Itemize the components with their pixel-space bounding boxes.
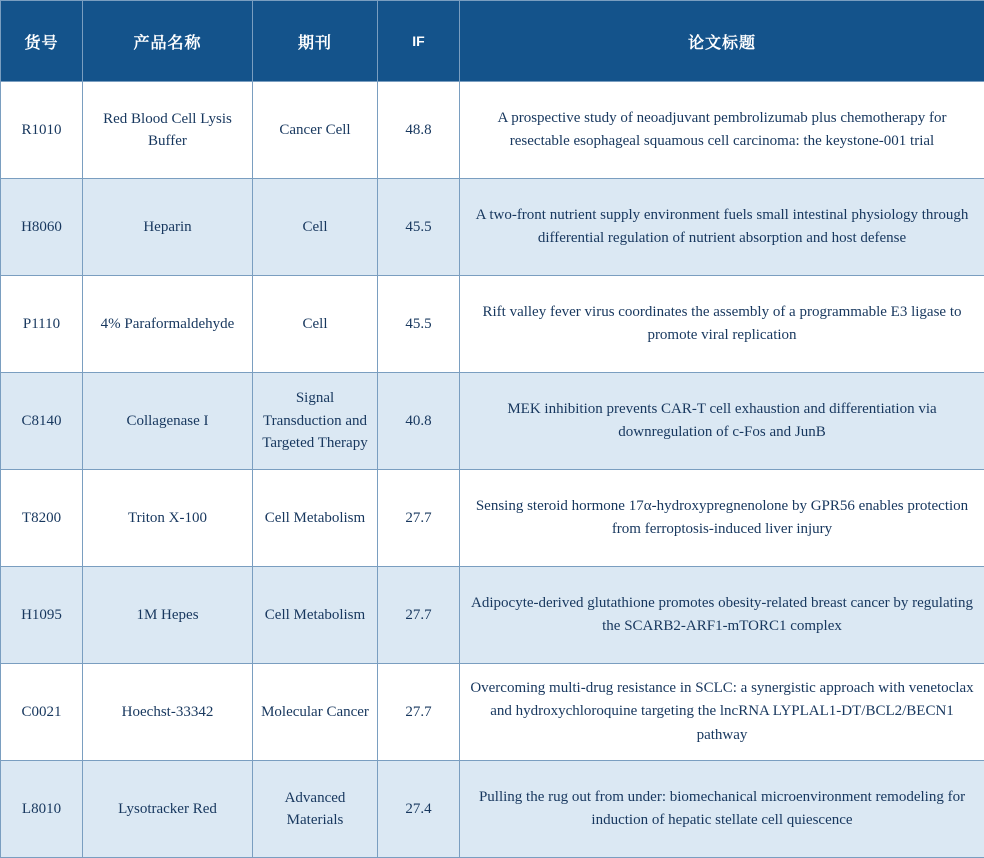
cell-impact-factor: 27.4 xyxy=(378,761,460,858)
cell-paper-title: Sensing steroid hormone 17α-hydroxypregnenolone by GPR56 enables protection from ferroptosis-induced liver injury xyxy=(460,470,984,567)
cell-paper-title: Overcoming multi-drug resistance in SCLC: a synergistic approach with venetoclax and hydroxychloroquine targeting the lncRNA LYPLAL1-DT/BCL2/BECN1 pathway xyxy=(460,664,984,761)
cell-paper-title: Adipocyte-derived glutathione promotes obesity-related breast cancer by regulating the SCARB2-ARF1-mTORC1 complex xyxy=(460,567,984,664)
cell-product-name: Collagenase I xyxy=(83,373,253,470)
cell-paper-title: Pulling the rug out from under: biomechanical microenvironment remodeling for induction of hepatic stellate cell quiescence xyxy=(460,761,984,858)
column-header-product-name: 产品名称 xyxy=(83,1,253,82)
cell-journal: Cell xyxy=(253,276,378,373)
cell-journal: Cell Metabolism xyxy=(253,567,378,664)
cell-impact-factor: 45.5 xyxy=(378,276,460,373)
cell-product-name: Heparin xyxy=(83,179,253,276)
cell-journal: Cell Metabolism xyxy=(253,470,378,567)
table-row xyxy=(1,470,984,567)
cell-journal: Signal Transduction and Targeted Therapy xyxy=(253,373,378,470)
cell-journal: Advanced Materials xyxy=(253,761,378,858)
cell-product-name: Lysotracker Red xyxy=(83,761,253,858)
table-row xyxy=(1,179,984,276)
cell-product-name: Triton X-100 xyxy=(83,470,253,567)
cell-journal: Cancer Cell xyxy=(253,82,378,179)
cell-impact-factor: 40.8 xyxy=(378,373,460,470)
table-body xyxy=(1,82,984,858)
cell-impact-factor: 27.7 xyxy=(378,664,460,761)
cell-impact-factor: 45.5 xyxy=(378,179,460,276)
cell-code: H1095 xyxy=(1,567,83,664)
cell-paper-title: Rift valley fever virus coordinates the assembly of a programmable E3 ligase to promote viral replication xyxy=(460,276,984,373)
cell-code: P1110 xyxy=(1,276,83,373)
cell-impact-factor: 27.7 xyxy=(378,470,460,567)
cell-code: T8200 xyxy=(1,470,83,567)
cell-code: H8060 xyxy=(1,179,83,276)
table-row xyxy=(1,373,984,470)
table-row xyxy=(1,664,984,761)
table-header-row xyxy=(1,1,984,82)
cell-product-name: Red Blood Cell Lysis Buffer xyxy=(83,82,253,179)
cell-impact-factor: 27.7 xyxy=(378,567,460,664)
column-header-journal: 期刊 xyxy=(253,1,378,82)
cell-product-name: 4% Paraformaldehyde xyxy=(83,276,253,373)
table-row xyxy=(1,82,984,179)
cell-code: R1010 xyxy=(1,82,83,179)
cell-code: C0021 xyxy=(1,664,83,761)
column-header-code: 货号 xyxy=(1,1,83,82)
cell-journal: Molecular Cancer xyxy=(253,664,378,761)
cell-paper-title: A prospective study of neoadjuvant pembrolizumab plus chemotherapy for resectable esophageal squamous cell carcinoma: the keystone-001 trial xyxy=(460,82,984,179)
column-header-paper-title: 论文标题 xyxy=(460,1,984,82)
cell-paper-title: A two-front nutrient supply environment fuels small intestinal physiology through differential regulation of nutrient absorption and host defense xyxy=(460,179,984,276)
cell-code: C8140 xyxy=(1,373,83,470)
table-header xyxy=(1,1,984,82)
table-row xyxy=(1,761,984,858)
cell-product-name: 1M Hepes xyxy=(83,567,253,664)
cell-journal: Cell xyxy=(253,179,378,276)
table-row xyxy=(1,276,984,373)
cell-impact-factor: 48.8 xyxy=(378,82,460,179)
column-header-impact-factor: IF xyxy=(378,1,460,82)
cell-product-name: Hoechst-33342 xyxy=(83,664,253,761)
table-row xyxy=(1,567,984,664)
cell-paper-title: MEK inhibition prevents CAR-T cell exhaustion and differentiation via downregulation of c-Fos and JunB xyxy=(460,373,984,470)
cell-code: L8010 xyxy=(1,761,83,858)
